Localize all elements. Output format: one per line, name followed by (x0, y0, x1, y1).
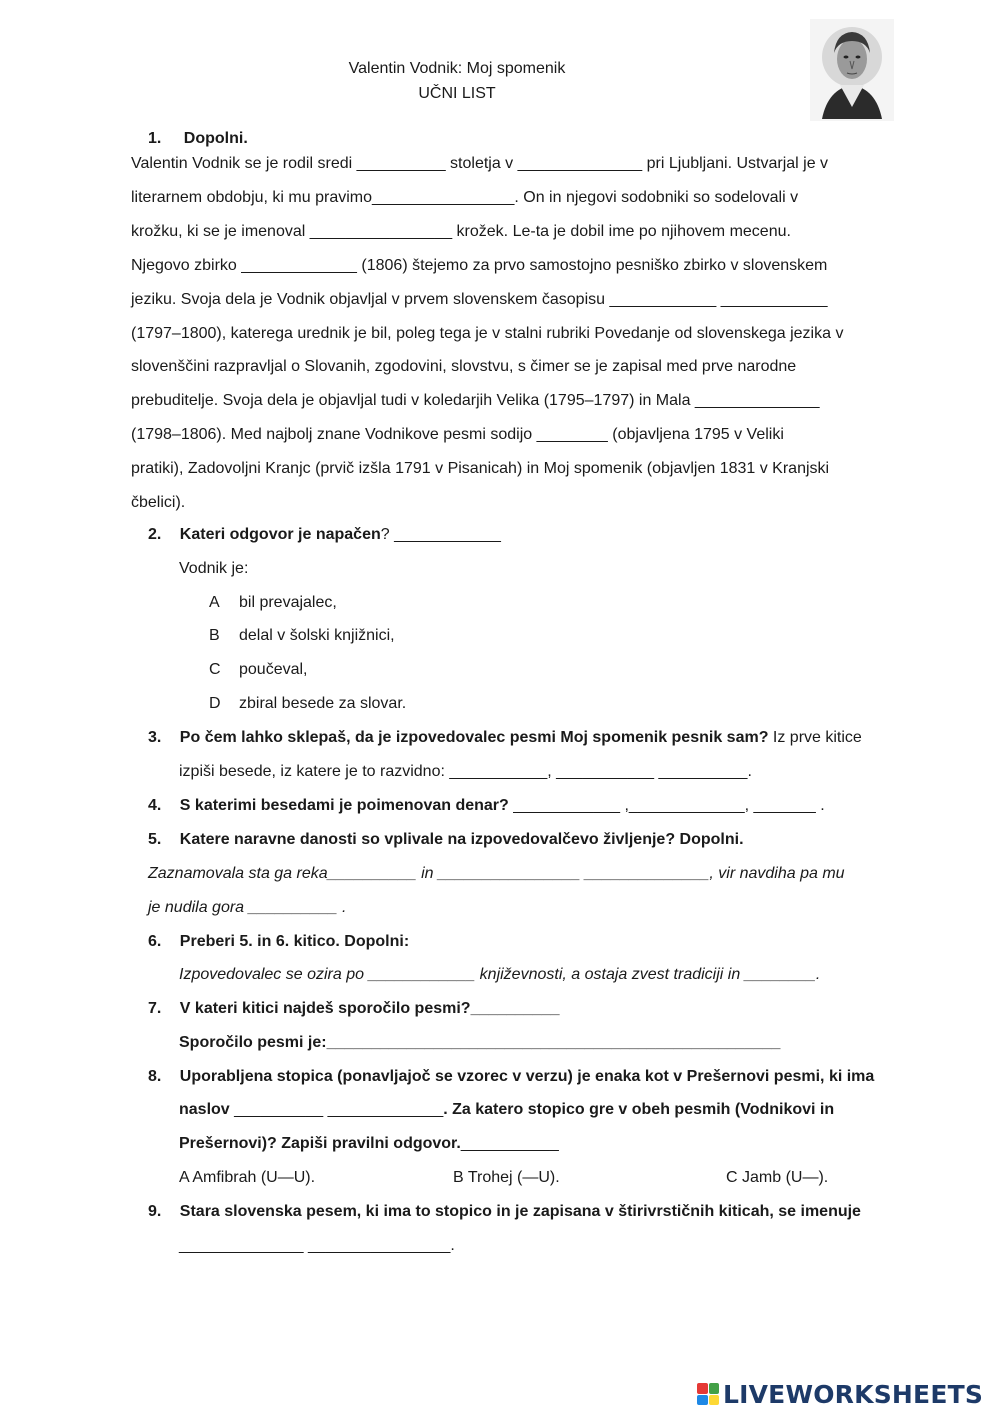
q2-title: Kateri odgovor je napačen (179, 526, 381, 543)
q1-line-6: (1797–1800), katerega urednik je bil, poleg tega je v stalni rubriki Povedanje od slovenskega jezika v (131, 325, 844, 342)
q2-answer-blank[interactable]: ? ____________ (380, 526, 501, 543)
q1-line-4: Njegovo zbirko _____________ (1806) štejemo za prvo samostojno pesniško zbirko v slovenskem (131, 257, 828, 274)
q2-intro: Vodnik je: (179, 560, 249, 577)
q9-number: 9. (148, 1203, 162, 1220)
q6-title: Preberi 5. in 6. kitico. Dopolni: (179, 933, 410, 950)
q8-number: 8. (148, 1068, 162, 1085)
q7-number: 7. (148, 1000, 162, 1017)
q9-heading (148, 1203, 861, 1221)
q1-title: Dopolni. (183, 130, 248, 147)
q1-line-10: pratiki), Zadovoljni Kranjc (prvič izšla 1791 v Pisanicah) in Moj spomenik (objavljen 1831 v Kranjski (131, 460, 830, 477)
q5-heading (148, 831, 744, 849)
q1-heading (148, 130, 248, 148)
q2-heading (148, 526, 501, 544)
q2-option-a[interactable] (209, 594, 337, 612)
q8-line-2-end: . Za katero stopico gre v obeh pesmih (Vodnikovi in (443, 1101, 835, 1118)
option-letter: B (209, 627, 220, 644)
logo-square-yellow (709, 1395, 720, 1406)
q3-number: 3. (148, 729, 162, 746)
q8-line-3 (179, 1135, 559, 1153)
option-letter: A (209, 594, 220, 611)
worksheet-subtitle: UČNI LIST (418, 85, 496, 102)
option-letter: D (209, 695, 221, 712)
q5-number: 5. (148, 831, 162, 848)
q3-answer-line[interactable]: izpiši besede, iz katere je to razvidno: ___________, ___________ __________. (179, 763, 752, 780)
q3-heading (148, 729, 862, 747)
q4-number: 4. (148, 797, 162, 814)
q1-line-5: jeziku. Svoja dela je Vodnik objavljal v prvem slovenskem časopisu ____________ ____________ (131, 291, 828, 308)
q3-title: Po čem lahko sklepaš, da je izpovedovalec pesmi Moj spomenik pesnik sam? (179, 729, 769, 746)
liveworksheets-brand-text: LIVEWORKSHEETS (723, 1379, 984, 1409)
vodnik-portrait-image (810, 19, 894, 121)
liveworksheets-logo (697, 1377, 983, 1411)
q1-line-9: (1798–1806). Med najbolj znane Vodnikove pesmi sodijo ________ (objavljena 1795 v Veliki (131, 426, 784, 443)
q9-line-1: Stara slovenska pesem, ki ima to stopico in je zapisana v štirivrstičnih kiticah, se imenuje (179, 1203, 861, 1220)
q1-line-11: čbelici). (131, 494, 186, 511)
q5-fill-line-1[interactable]: Zaznamovala sta ga reka__________ in ________________ ______________, vir navdiha pa mu (148, 865, 845, 882)
q1-number: 1. (148, 130, 162, 147)
q6-number: 6. (148, 933, 162, 950)
q8-heading (148, 1068, 874, 1086)
q4-answer-blanks[interactable]: ____________ ,_____________, _______ . (508, 797, 825, 814)
worksheet-title: Valentin Vodnik: Moj spomenik (348, 60, 566, 77)
q1-line-3: krožku, ki se je imenoval ________________ krožek. Le-ta je dobil ime po njihovem mecenu. (131, 223, 791, 240)
q3-tail: Iz prve kitice (768, 729, 862, 746)
logo-square-red (697, 1383, 708, 1394)
q1-line-7: slovenščini razpravljal o Slovanih, zgodovini, slovstvu, s čimer se je zapisal med prve narodne (131, 358, 797, 375)
q8-title-blanks[interactable]: __________ _____________ (229, 1101, 444, 1118)
q4-heading (148, 797, 825, 815)
q8-line-3-text: Prešernovi)? Zapiši pravilni odgovor. (179, 1135, 461, 1152)
q1-line-1: Valentin Vodnik se je rodil sredi __________ stoletja v ______________ pri Ljubljani. Ustvarjal je v (131, 155, 829, 172)
option-text: delal v šolski knjižnici, (239, 627, 395, 644)
q6-fill-line[interactable]: Izpovedovalec se ozira po ____________ književnosti, a ostaja zvest tradiciji in ________. (179, 966, 821, 983)
q8-option-a[interactable]: A Amfibrah (U—U). (179, 1169, 316, 1186)
logo-square-green (709, 1383, 720, 1394)
q8-line-2 (179, 1101, 834, 1119)
q2-option-d[interactable] (209, 695, 406, 713)
q1-line-8: prebuditelje. Svoja dela je objavljal tudi v koledarjih Velika (1795–1797) in Mala ______________ (131, 392, 820, 409)
q5-title: Katere naravne danosti so vplivale na izpovedovalčevo življenje? Dopolni. (179, 831, 744, 848)
logo-square-blue (697, 1395, 708, 1406)
liveworksheets-grid-icon (697, 1383, 719, 1405)
option-text: zbiral besede za slovar. (239, 695, 407, 712)
q8-option-b[interactable]: B Trohej (—U). (453, 1169, 560, 1186)
option-letter: C (209, 661, 221, 678)
q4-title: S katerimi besedami je poimenovan denar? (179, 797, 509, 814)
q2-option-b[interactable] (209, 627, 395, 645)
q7-message-line[interactable]: Sporočilo pesmi je:___________________________________________________ (179, 1034, 781, 1051)
q8-answer-blank[interactable]: ___________ (460, 1135, 559, 1152)
q6-heading (148, 933, 409, 951)
q8-line-2-start: naslov (179, 1101, 230, 1118)
q9-answer-blanks[interactable]: ______________ ________________. (179, 1237, 455, 1254)
q7-title[interactable]: V kateri kitici najdeš sporočilo pesmi?__________ (179, 1000, 560, 1017)
option-text: bil prevajalec, (239, 594, 337, 611)
option-text: poučeval, (239, 661, 308, 678)
q2-number: 2. (148, 526, 162, 543)
q8-line-1: Uporabljena stopica (ponavljajoč se vzorec v verzu) je enaka kot v Prešernovi pesmi, ki ima (179, 1068, 875, 1085)
q1-line-2: literarnem obdobju, ki mu pravimo________________. On in njegovi sodobniki so sodelovali v (131, 189, 799, 206)
q2-option-c[interactable] (209, 661, 308, 679)
q8-option-c[interactable]: C Jamb (U—). (726, 1169, 829, 1186)
q5-fill-line-2[interactable]: je nudila gora __________ . (148, 899, 347, 916)
q7-heading (148, 1000, 560, 1018)
